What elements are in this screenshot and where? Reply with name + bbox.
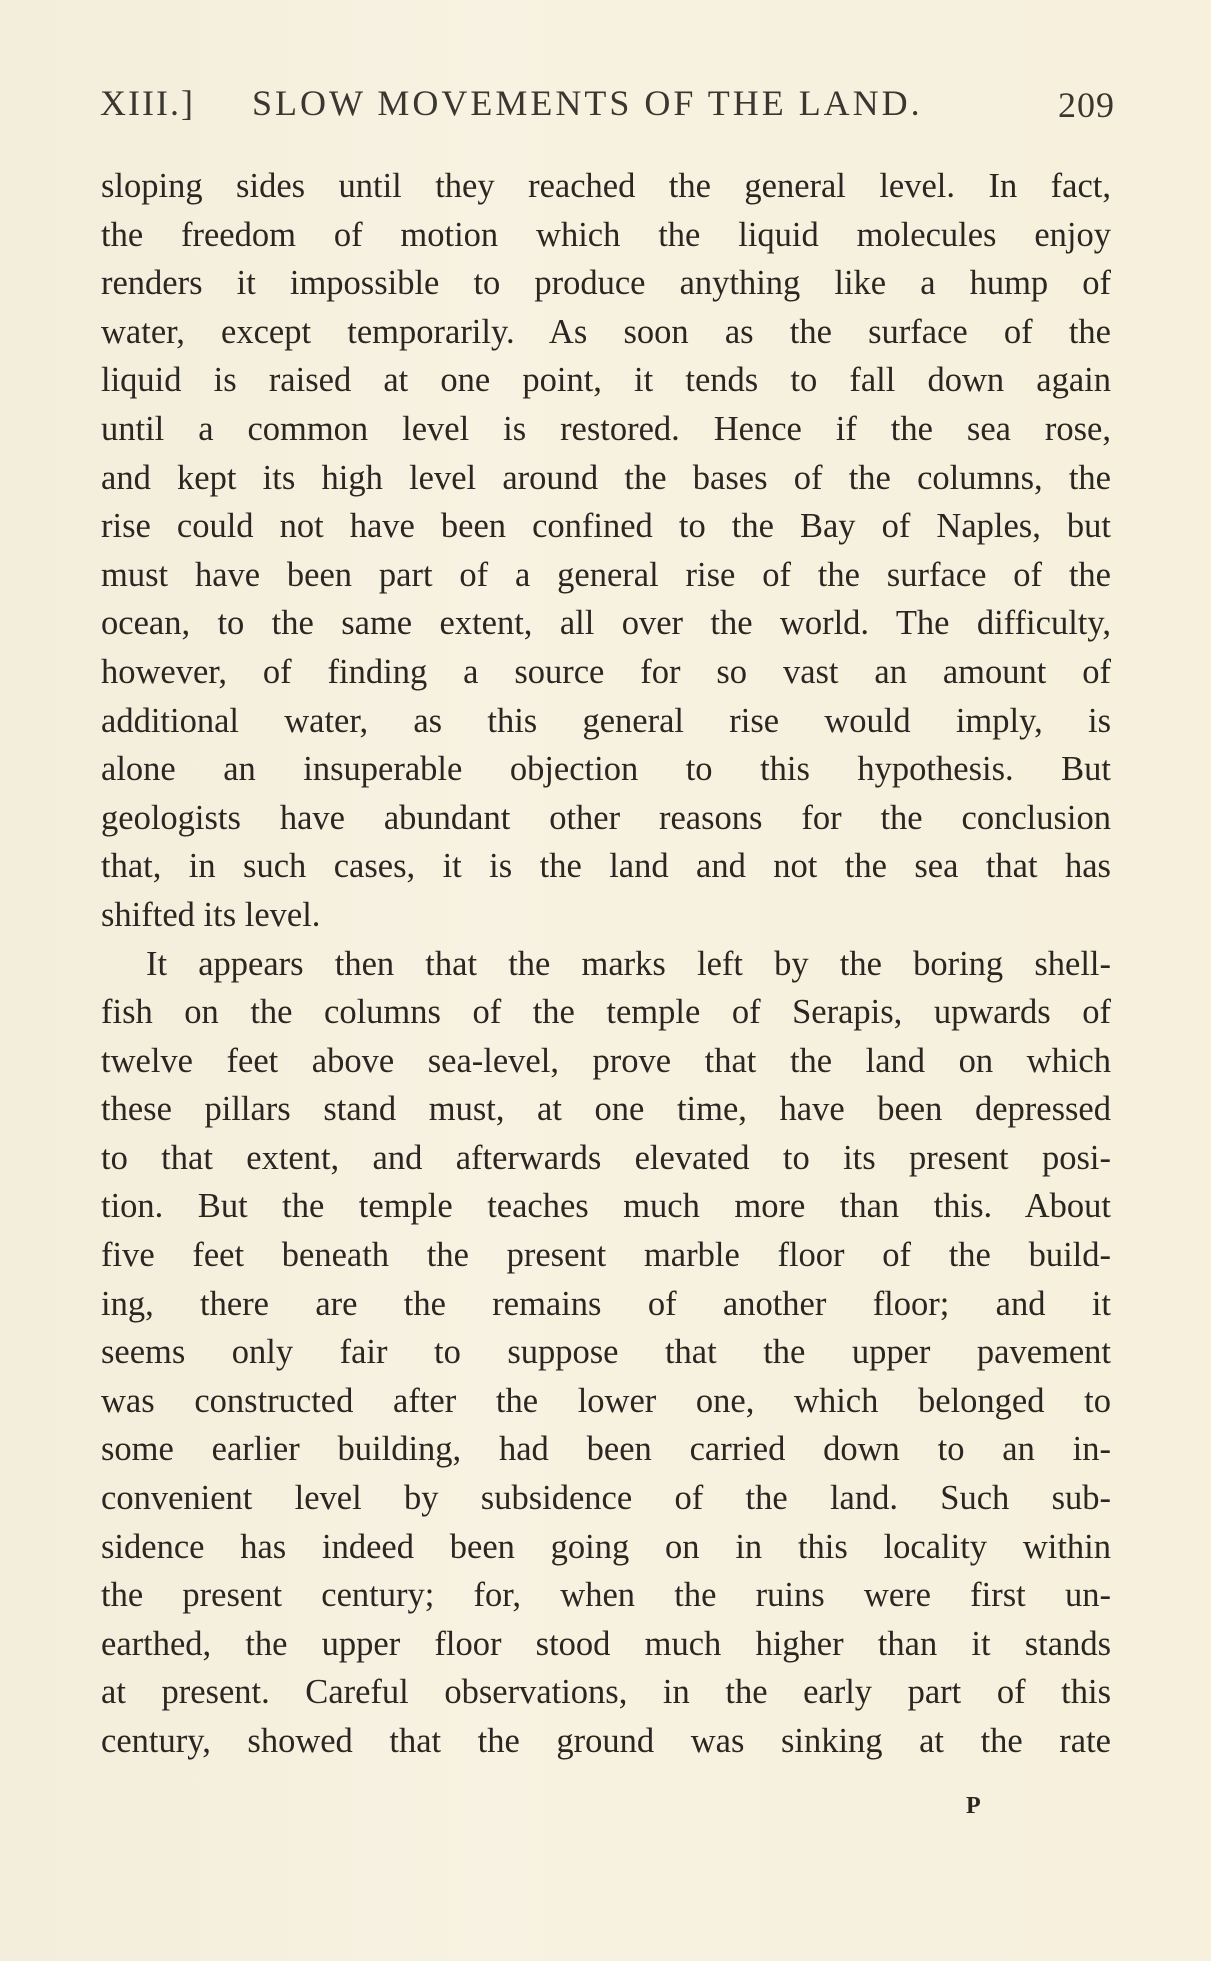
chapter-number: XIII.]	[100, 83, 195, 123]
text-line: until a common level is restored. Hence if the sea rose,	[101, 409, 1111, 448]
text-line: fish on the columns of the temple of Serapis, upwards of	[101, 993, 1111, 1032]
text-line: It appears then that the marks left by the boring shell-	[146, 944, 1111, 983]
text-line: tion. But the temple teaches much more than this. About	[101, 1187, 1111, 1226]
paragraph	[101, 162, 1111, 940]
text-line: must have been part of a general rise of the surface of the	[101, 555, 1111, 594]
text-line: renders it impossible to produce anything like a hump of	[101, 264, 1111, 303]
text-line: these pillars stand must, at one time, have been depressed	[101, 1090, 1111, 1129]
text-line: rise could not have been confined to the Bay of Naples, but	[101, 507, 1111, 546]
body-text	[101, 162, 1111, 1766]
text-line: the freedom of motion which the liquid molecules enjoy	[101, 215, 1111, 254]
text-line: water, except temporarily. As soon as the surface of the	[101, 312, 1111, 351]
text-line: century, showed that the ground was sinking at the rate	[101, 1722, 1111, 1760]
paragraph	[101, 940, 1111, 1766]
text-line: at present. Careful observations, in the early part of this	[101, 1673, 1111, 1712]
running-title: SLOW MOVEMENTS OF THE LAND.	[252, 83, 923, 123]
text-line: sloping sides until they reached the general level. In fact,	[101, 167, 1111, 205]
text-line: shifted its level.	[101, 895, 321, 934]
text-line: was constructed after the lower one, which belonged to	[101, 1381, 1111, 1420]
text-line: that, in such cases, it is the land and not the sea that has	[101, 847, 1111, 886]
text-line: geologists have abundant other reasons for the conclusion	[101, 798, 1111, 837]
text-line: and kept its high level around the bases of the columns, the	[101, 458, 1111, 497]
text-line: earthed, the upper floor stood much higher than it stands	[101, 1624, 1111, 1663]
text-line: twelve feet above sea-level, prove that the land on which	[101, 1041, 1111, 1080]
signature-mark: P	[966, 1793, 982, 1819]
page-number: 209	[1058, 85, 1115, 125]
text-line: additional water, as this general rise would imply, is	[101, 701, 1111, 740]
text-line: seems only fair to suppose that the upper pavement	[101, 1333, 1111, 1372]
text-line: ing, there are the remains of another floor; and it	[101, 1284, 1111, 1323]
text-line: convenient level by subsidence of the land. Such sub-	[101, 1479, 1111, 1518]
text-line: however, of finding a source for so vast an amount of	[101, 652, 1111, 691]
text-line: to that extent, and afterwards elevated to its present posi-	[101, 1138, 1111, 1177]
text-line: liquid is raised at one point, it tends to fall down again	[101, 361, 1111, 400]
text-line: alone an insuperable objection to this hypothesis. But	[101, 750, 1111, 789]
running-head	[100, 82, 1115, 126]
text-line: five feet beneath the present marble floor of the build-	[101, 1236, 1111, 1275]
text-line: some earlier building, had been carried down to an in-	[101, 1430, 1111, 1469]
text-line: the present century; for, when the ruins were first un-	[101, 1576, 1111, 1615]
text-line: ocean, to the same extent, all over the world. The difficulty,	[101, 604, 1111, 643]
text-line: sidence has indeed been going on in this locality within	[101, 1527, 1111, 1566]
